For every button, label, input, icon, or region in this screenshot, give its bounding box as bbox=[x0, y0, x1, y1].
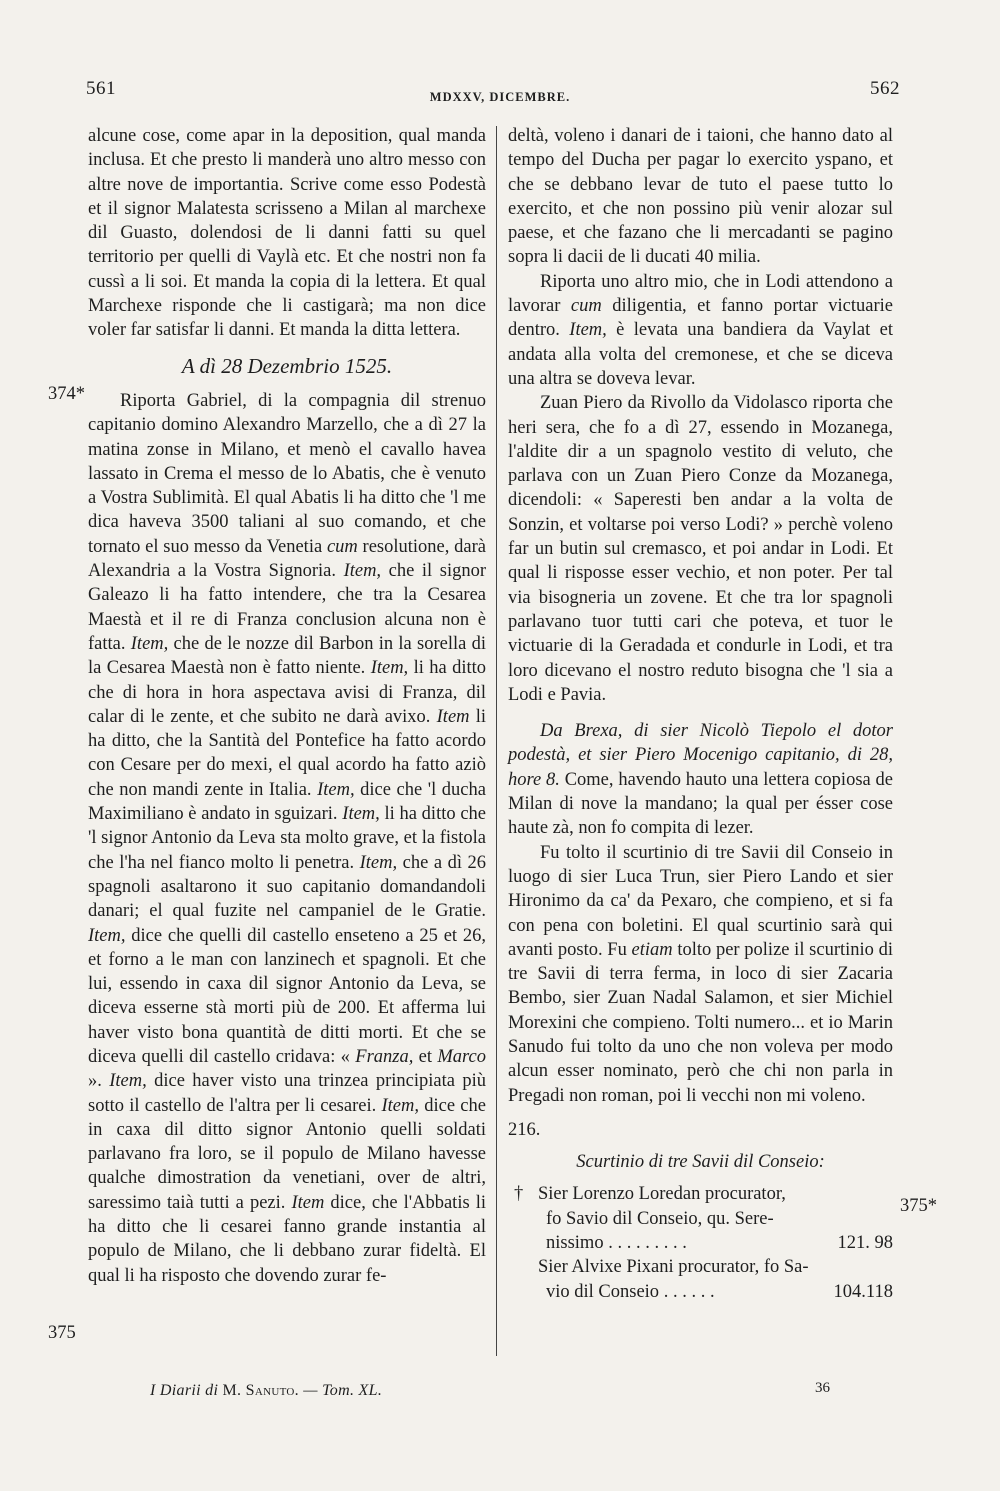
column-divider bbox=[496, 126, 497, 1356]
left-page-number: 561 bbox=[86, 78, 116, 99]
right-paragraph-4: Da Brexa, di sier Nicolò Tiepolo el dotor podestà, et sier Piero Mocenigo capitanio, di 28, hore 8. Come, havendo hauto una lettera copiosa de Milan di nove la mandano; la qual per ésser cose haute zà, non fo compita di lezer. bbox=[508, 721, 893, 839]
right-page-number: 562 bbox=[870, 78, 900, 99]
right-paragraph-2: Riporta uno altro mio, che in Lodi attendono a lavorar cum diligentia, et fanno portar victuarie dentro. Item, è levata una bandiera da Vaylat et andata alla volta del cremonese, et che se diceva una altra se doveva levar. bbox=[508, 271, 893, 389]
footer-title: I Diarii di M. Sanuto. — Tom. XL. bbox=[150, 1382, 383, 1399]
entry-date: A dì 28 Dezembrio 1525. bbox=[181, 353, 393, 378]
right-column bbox=[508, 124, 893, 1304]
right-paragraph-5: Fu tolto il scurtinio di tre Savii dil Conseio in luogo di sier Luca Trun, sier Piero Lando et sier Hironimo da ca' da Pexaro, che compieno, et si fa con pena con boletini. El qual scurtinio sarà qui avanti posto. Fu etiam tolto per polize il scurtinio di tre Savii di terra ferma, in loco di sier Zacaria Bembo, sier Zuan Nadal Salamon, et sier Michiel Morexini che compieno. Tolti numero... et io Marin Sanudo fui tolto da uno che non voleva per modo alcun esser nominato, però che chi non parla in Pregadi non roman, poi li vecchi non mi voleno. bbox=[508, 842, 893, 1106]
margin-number-375-right: 375* bbox=[900, 1196, 937, 1216]
left-paragraph-2: Riporta Gabriel, di la compagnia dil strenuo capitanio domino Alexandro Marzello, che a dì 27 la matina zonse in Milano, et menò el cavallo havea lassato in Crema el messo de lo Abatis, che è venuto a Vostra Sublimità. El qual Abatis li ha ditto che 'l me dica haveva 3500 taliani al suo comando, et che tornato el suo messo da Venetia cum resolutione, darà Alexandria a la Vostra Signoria. Item, che il signor Galeazo li ha fatto intendere, che tra la Cesarea Maestà et il re di Franza conclusion alcuna non è fatta. Item, che de le nozze dil Barbon in la sorella di la Cesarea Maestà non è fatto niente. Item, li ha ditto che di hora in hora aspectava avisi di Franza, dil calar di le zente, et che subito ne darà avixo. Item li ha ditto, che la Santità del Pontefice ha fatto acordo con Cesare per do mexi, el qual acordo ha fatto aziò che non mandi zente in Italia. Item, dice che 'l ducha Maximiliano è andato in sguizari. Item, li ha ditto che 'l signor Antonio da Leva sta molto grave, et la fistola che l'ha nel fianco molto li penetra. Item, che a dì 26 spagnoli asaltarono it suo capitanio domandandoli danari; el qual fuzite nel campaniel de le Gratie. Item, dice che quelli dil castello enseteno a 25 et 26, et forno a le man con lanzinech et spagnoli. Et che lui, essendo in caxa dil signor Antonio da Leva, se diceva esserne stà morti più de 200. Et afferma lui haver visto bona quantità de ditti morti. Et che se diceva quelli dil castello cridava: « Franza, et Marco ». Item, dice haver visto una trinzea principiata più sotto il castello de l'altra per li cesarei. Item, dice che in caxa dil ditto signor Antonio quelli soldati parlavano fra loro, se il populo de Milano havesse qualche dimostration da venetiani, over de altri, saressimo taià tutti a pezi. Item dice, che l'Abbatis li ha ditto che li cesarei fanno grande instantia al populo de Milano, che li debbano zurar fideltà. El qual li ha risposto che dovendo zurar fe- bbox=[88, 390, 487, 1286]
margin-number-374: 374* bbox=[48, 384, 85, 404]
right-paragraph-3: Zuan Piero da Rivollo da Vidolasco riporta che heri sera, che fo a dì 27, essendo in Mozanega, l'aldite dir a un spagnolo vestito di veluto, che parlava con un Zuan Piero Conze da Mozanega, dicendoli: « Saperesti ben andar a la volta de Sonzin, et voltarse poi verso Lodi? » perchè voleno far un butin sul cremasco, et poi andar in Lodi. Et qual li risposse esser vechio, et non poter. Per tal via bisogneria un zovene. Et che tra lor spagnoli parlavano tuor tutti cari che poteva, et tuor le victuarie di la Geradada et condurle in Lodi, et tra loro dicevano el nostro reduto bisogna che 'l sia a Lodi e Pavia. bbox=[508, 393, 893, 705]
right-paragraph-1: deltà, voleno i danari de i taioni, che hanno dato al tempo del Ducha per pagar lo exercito yspano, et che se debbano levar de tuto el paese tutto lo exercito, et che non possino più venir alozar sul paese, et che fazano che li mercadanti se pagino sopra li dacii de li ducati 40 milia. bbox=[508, 126, 893, 268]
ballot-entry-2: Sier Alvixe Pixani procurator, fo Sa- vio dil Conseio . . . . . . 104.118 bbox=[508, 1255, 893, 1304]
running-title: MDXXV, DICEMBRE. bbox=[429, 90, 571, 104]
dagger-mark: † bbox=[514, 1184, 524, 1205]
left-column bbox=[88, 124, 486, 1288]
left-paragraph-1: alcune cose, come apar in la deposition, qual manda inclusa. Et che presto li manderà uno altro messo con altre nove de importantia. Scrive come esso Podestà et il signor Malatesta scrisseno a Milan al marchexe dil Guasto, dolendosi de li danni fatti su quel territorio per quelli di Vaylà etc. Et che nostri non fa cussì a li soi. Et manda la copia di la lettera. Et qual Marchexe risponde che li castigarà; ma non dice voler far satisfar li danni. Et manda la ditta lettera. bbox=[88, 126, 486, 341]
ballot-votes-1: 121. 98 bbox=[837, 1233, 893, 1254]
ballot-votes-2: 104.118 bbox=[833, 1281, 893, 1302]
scurtinio-title: Scurtinio di tre Savii dil Conseio: bbox=[576, 1152, 825, 1173]
margin-number-375-left: 375 bbox=[48, 1323, 76, 1343]
section-number-216: 216. bbox=[508, 1119, 541, 1140]
ballot-entry-1: † Sier Lorenzo Loredan procurator, fo Savio dil Conseio, qu. Sere- nissimo . . . . . . . . . 121. 98 bbox=[508, 1182, 893, 1255]
signature-mark: 36 bbox=[815, 1380, 830, 1396]
